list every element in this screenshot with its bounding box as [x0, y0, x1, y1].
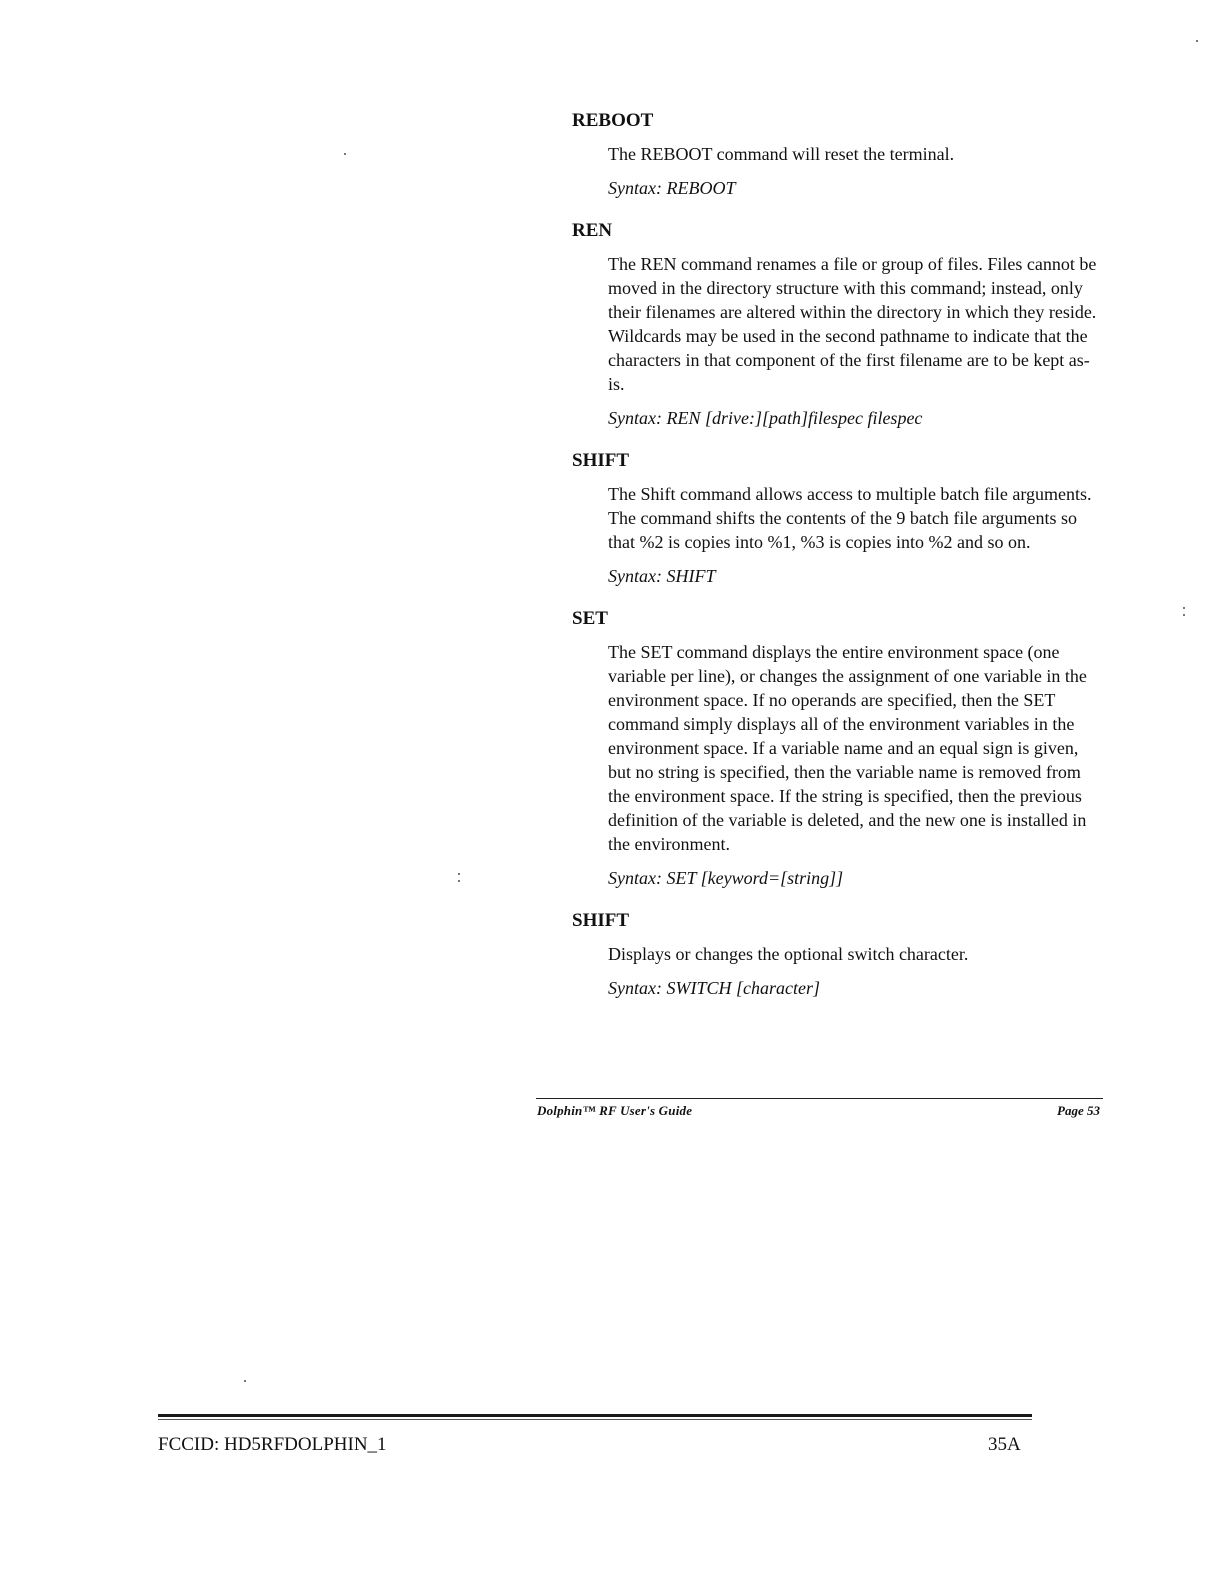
section-syntax: Syntax: REN [drive:][path]filespec filespec: [608, 408, 923, 428]
scan-speck: [244, 1380, 246, 1382]
section-heading: REN: [572, 220, 613, 241]
section-switch: [572, 908, 1112, 1000]
bottom-divider: [158, 1414, 1032, 1417]
section-body: Displays or changes the optional switch character.: [608, 944, 969, 964]
section-set: [572, 606, 1112, 890]
scan-speck: [1196, 40, 1198, 42]
footer-guide-title: Dolphin™ RF User's Guide: [537, 1103, 693, 1118]
section-heading: SHIFT: [572, 910, 630, 931]
section-heading: SET: [572, 608, 608, 629]
fcc-id-label: FCCID: HD5RFDOLPHIN_1: [158, 1434, 387, 1455]
section-reboot: [572, 108, 1112, 200]
section-body: The Shift command allows access to multiple batch file arguments. The command shifts the contents of the 9 batch file arguments so that %2 is copies into %1, %3 is copies into %2 and so on.: [608, 484, 1092, 552]
bottom-divider-thin: [158, 1419, 1032, 1420]
section-body: The REN command renames a file or group of files. Files cannot be moved in the directory structure with this command; instead, only their filenames are altered within the directory in which they reside. Wildcards may be used in the second pathname to indicate that the characters in that component of the first filename are to be kept as-is.: [608, 254, 1097, 394]
section-syntax: Syntax: SWITCH [character]: [608, 978, 820, 998]
section-heading: SHIFT: [572, 450, 630, 471]
section-heading: REBOOT: [572, 110, 654, 131]
section-syntax: Syntax: REBOOT: [608, 178, 736, 198]
section-body: The SET command displays the entire environment space (one variable per line), or changes the assignment of one variable in the environment space. If no operands are specified, then the SET command simply displays all of the environment variables in the environment space. If a variable name and an equal sign is given, but no string is specified, then the variable name is removed from the environment space. If the string is specified, then the previous definition of the variable is deleted, and the new one is installed in the environment.: [608, 642, 1087, 854]
section-syntax: Syntax: SHIFT: [608, 566, 716, 586]
scan-speck: [1183, 607, 1185, 609]
scan-speck: [458, 880, 460, 882]
scan-speck: [458, 873, 460, 875]
section-body: The REBOOT command will reset the terminal.: [608, 144, 955, 164]
section-syntax: Syntax: SET [keyword=[string]]: [608, 868, 844, 888]
command-reference-content: [572, 108, 1112, 1018]
section-shift: [572, 448, 1112, 588]
footer-divider: [536, 1098, 1103, 1099]
scan-speck: [344, 153, 346, 155]
section-ren: [572, 218, 1112, 430]
footer-page-number: Page 53: [1057, 1103, 1100, 1118]
scan-speck: [1183, 614, 1185, 616]
exhibit-page-code: 35A: [988, 1434, 1021, 1455]
